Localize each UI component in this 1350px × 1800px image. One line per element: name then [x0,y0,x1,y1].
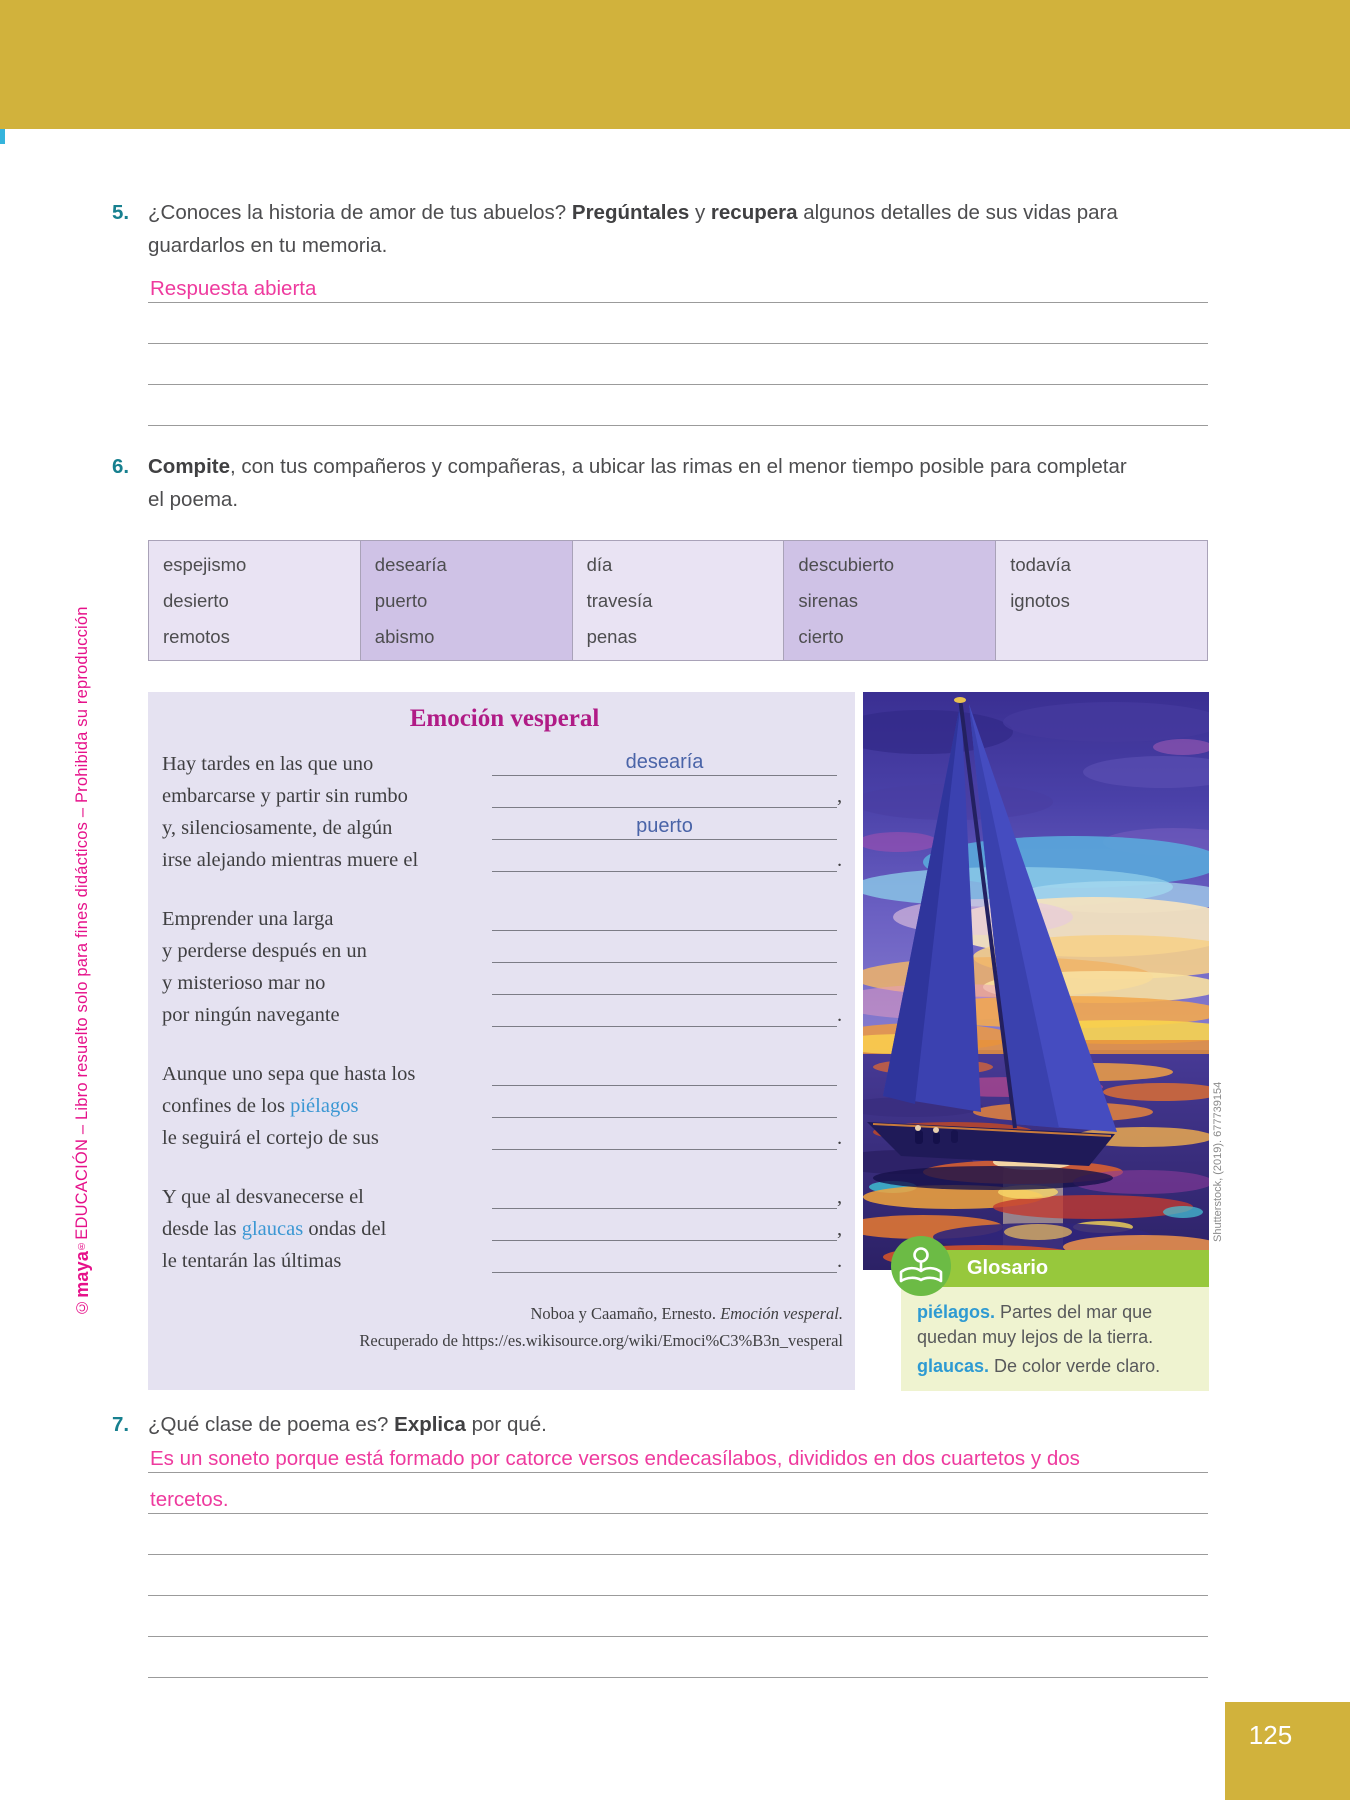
verse-text: le tentarán las últimas [162,1250,342,1272]
verse-blank [492,900,837,931]
verse-text: irse alejando mientras muere el [162,849,419,871]
poem-verse [162,1241,847,1273]
question-5-part3: algunos detalles de sus vidas para [797,201,1118,224]
word-bank-word: cierto [798,626,844,647]
poem-title: Emoción vesperal [409,705,600,732]
verse-text: Emprender una larga [162,908,334,930]
word-bank-word: puerto [374,590,428,611]
glossary-word-glaucas: glaucas [241,1218,304,1240]
word-bank-word: travesía [586,590,653,611]
question-5-number: 5. [112,201,130,224]
poem-verse [162,963,847,995]
glossary-term: piélagos. [917,1302,996,1322]
verse-text-part: confines de los [162,1095,291,1117]
verse-text [162,1095,492,1118]
question-6-part1: , con tus compañeros y compañeras, a ubicar las rimas en el menor tiempo posible para completar [230,455,1127,478]
glossary-word-pielagos: piélagos [290,1095,359,1117]
glossary-entry [917,1300,1199,1350]
word-bank-word: desierto [163,590,229,611]
question-6-number: 6. [112,455,130,478]
verse-punct: . [837,1250,843,1272]
verse-text: Y que al desvanecerse el [162,1186,364,1208]
verse-punct: , [837,785,843,807]
verse-blank [492,996,837,1027]
answer-line [148,303,1208,344]
question-7-bold1: Explica [394,1413,466,1436]
verse-text-part: desde las [162,1218,242,1240]
word-bank-word: remotos [163,626,230,647]
poem-verse [162,1209,847,1241]
copyright-symbol: © [73,1297,91,1316]
verse-blank [492,841,837,872]
citation-title: Emoción vesperal. [720,1304,843,1323]
poem-stanza-1 [162,744,847,872]
verse-answer: puerto [636,815,693,837]
word-bank-column-5 [995,541,1207,660]
poem-verse [162,931,847,963]
verse-punct: , [837,1218,843,1240]
question-7-part1: ¿Qué clase de poema es? [148,1413,395,1436]
question-7-part2: por qué. [465,1413,547,1436]
word-bank-word: penas [586,626,637,647]
citation-author: Noboa y Caamaño, Ernesto. [530,1304,721,1323]
verse-answer: desearía [625,751,704,773]
word-bank-word: sirenas [798,590,859,611]
word-bank-word: día [586,554,613,575]
glossary-definition: De color verde claro. [989,1356,1161,1376]
word-bank-word: descubierto [798,554,895,575]
answer-line [148,385,1208,426]
page-number-box [1225,1702,1350,1800]
question-6-line2: el poema. [148,488,239,511]
page-number: 125 [1248,1720,1293,1750]
word-bank-word: desearía [374,554,447,575]
glossary-book-icon [889,1234,953,1298]
verse-punct: . [837,1127,843,1149]
word-bank-column-4 [783,541,995,660]
word-bank-column-1 [149,541,360,660]
question-7-answer-line1: Es un soneto porque está formado por catorce versos endecasílabos, divididos en dos cuartetos y dos [150,1447,1080,1470]
copyright-text: EDUCACIÓN – Libro resuelto solo para fines didácticos – Prohibida su reproducción [73,606,91,1240]
poem-verse [162,1054,847,1086]
top-banner [0,0,1350,129]
question-5-answer: Respuesta abierta [150,277,317,300]
verse-text: y perderse después en un [162,940,367,962]
sunset-sailboat-painting [863,692,1209,1270]
verse-blank [492,1178,837,1209]
answer-line [148,1432,1208,1473]
answer-line [148,262,1208,303]
question-5-part1: ¿Conoces la historia de amor de tus abuelos? [148,201,572,224]
poem-citation [162,1300,847,1354]
glossary-body [901,1287,1209,1391]
question-7-answer-area [148,1432,1208,1678]
verse-text-part: ondas del [303,1218,387,1240]
answer-line [148,1514,1208,1555]
poem-stanza-3 [162,1054,847,1150]
verse-blank [492,745,837,776]
verse-text: y misterioso mar no [162,972,326,994]
answer-line [148,1555,1208,1596]
question-5-text [148,196,1218,262]
poem-verse [162,808,847,840]
verse-blank [492,1210,837,1241]
question-5-bold1: Pregúntales [571,201,690,224]
word-bank-word: todavía [1010,554,1071,575]
question-6-bold1: Compite [148,455,230,478]
glossary-definition: Partes del mar que quedan muy lejos de la tierra. [917,1302,1154,1347]
answer-line [148,1596,1208,1637]
word-bank-word: abismo [374,626,435,647]
poem-verse [162,840,847,872]
word-bank-word: ignotos [1010,590,1070,611]
verse-text [162,1218,492,1241]
verse-blank [492,1055,837,1086]
glossary-entry [917,1354,1199,1379]
word-bank-column-3 [572,541,784,660]
copyright-sidebar [72,452,98,1316]
answer-line [148,344,1208,385]
word-bank-table [148,540,1208,661]
glossary-box [901,1250,1209,1391]
answer-line [148,1473,1208,1514]
question-5-answer-area [148,262,1208,426]
registered-symbol: ® [76,1239,87,1251]
question-6-text [148,450,1218,516]
verse-blank [492,1242,837,1273]
poem-verse [162,899,847,931]
question-5-line2: guardarlos en tu memoria. [148,234,388,257]
poem-stanza-4 [162,1177,847,1273]
verse-blank [492,777,837,808]
verse-blank [492,932,837,963]
verse-blank [492,1119,837,1150]
verse-text: Aunque uno sepa que hasta los [162,1063,416,1085]
verse-text: Hay tardes en las que uno [162,753,374,775]
verse-text: le seguirá el cortejo de sus [162,1127,379,1149]
poem-verse [162,1118,847,1150]
question-7-answer-line2: tercetos. [150,1488,229,1511]
verse-punct: . [837,1004,843,1026]
poem-verse [162,776,847,808]
glossary-term: glaucas. [917,1356,990,1376]
answer-line [148,1637,1208,1678]
poem-box [148,692,855,1390]
publisher-brand: maya [72,1250,92,1298]
question-5 [112,196,1218,262]
verse-text: y, silenciosamente, de algún [162,817,393,839]
verse-blank [492,809,837,840]
question-7-number: 7. [112,1413,130,1436]
poem-stanza-2 [162,899,847,1027]
verse-text: embarcarse y partir sin rumbo [162,785,408,807]
question-5-bold2: recupera [710,201,798,224]
citation-source: Recuperado de https://es.wikisource.org/wiki/Emoci%C3%B3n_vesperal [359,1331,843,1350]
image-credit: Shutterstock, (2019). 677739154 [1212,1081,1224,1242]
word-bank-column-2 [360,541,572,660]
question-5-part2: y [689,201,711,224]
poem-verse [162,995,847,1027]
poem-verse [162,1177,847,1209]
verse-punct: , [837,1186,843,1208]
teal-edge-mark [0,129,5,144]
verse-blank [492,1087,837,1118]
verse-blank [492,964,837,995]
word-bank-word: espejismo [163,554,247,575]
verse-punct: . [837,849,843,871]
question-6 [112,450,1218,516]
verse-text: por ningún navegante [162,1004,340,1026]
poem-verse [162,1086,847,1118]
poem-verse [162,744,847,776]
glossary-title: Glosario [967,1257,1049,1279]
